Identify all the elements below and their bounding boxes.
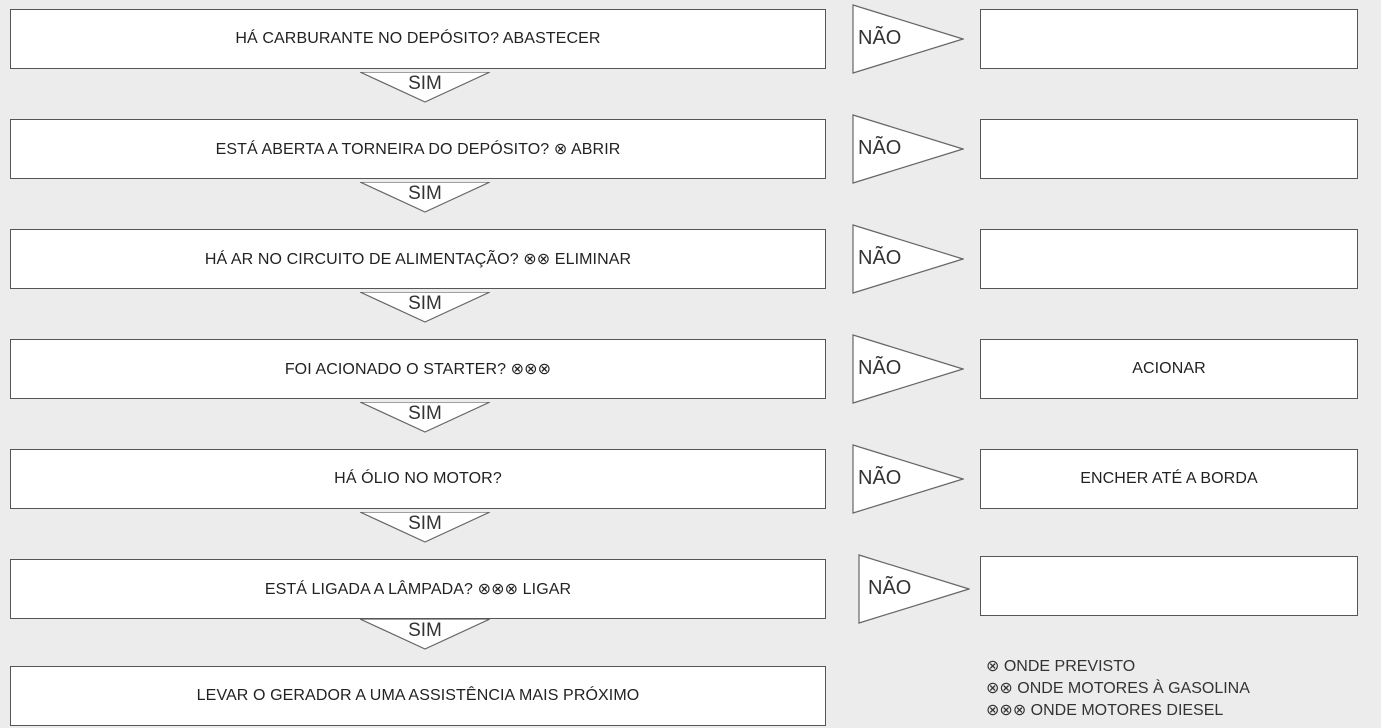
question-box-2 [10,119,826,179]
no-label: NÃO [858,137,902,159]
no-flag-3 [852,224,964,294]
action-box-4 [980,339,1358,399]
no-label: NÃO [858,27,902,49]
question-text: FOI ACIONADO O STARTER? ⊗⊗⊗ [284,361,552,378]
no-flag-4 [852,334,964,404]
question-text: ESTÁ ABERTA A TORNEIRA DO DEPÓSITO? ⊗ ABRIR [215,141,621,158]
yes-arrow-6 [360,619,490,651]
action-box-5 [980,449,1358,509]
question-box-5 [10,449,826,509]
yes-label: SIM [408,183,442,204]
action-text: ACIONAR [1132,360,1206,377]
final-action-text: LEVAR O GERADOR A UMA ASSISTÊNCIA MAIS PRÓXIMO [196,687,640,704]
yes-label: SIM [408,620,442,641]
question-text: HÁ AR NO CIRCUITO DE ALIMENTAÇÃO? ⊗⊗ ELIMINAR [204,251,632,268]
action-box-3 [980,229,1358,289]
yes-arrow-3 [360,292,490,324]
legend-item: ⊗⊗ ONDE MOTORES À GASOLINA [986,680,1250,697]
question-box-4 [10,339,826,399]
question-box-3 [10,229,826,289]
legend [986,656,1250,722]
question-box-1 [10,9,826,69]
no-label: NÃO [858,357,902,379]
yes-arrow-5 [360,512,490,544]
question-text: HÁ ÓLIO NO MOTOR? [334,470,502,487]
yes-arrow-4 [360,402,490,434]
no-label: NÃO [858,247,902,269]
question-text: HÁ CARBURANTE NO DEPÓSITO? ABASTECER [235,30,601,47]
action-box-2 [980,119,1358,179]
yes-label: SIM [408,293,442,314]
action-box-6 [980,556,1358,616]
question-text: ESTÁ LIGADA A LÂMPADA? ⊗⊗⊗ LIGAR [264,581,572,598]
legend-item: ⊗⊗⊗ ONDE MOTORES DIESEL [986,702,1224,719]
final-action-box [10,666,826,726]
action-box-1 [980,9,1358,69]
yes-arrow-1 [360,72,490,104]
no-flag-1 [852,4,964,74]
yes-label: SIM [408,73,442,94]
yes-label: SIM [408,513,442,534]
question-box-6 [10,559,826,619]
action-text: ENCHER ATÉ A BORDA [1080,470,1258,487]
no-label: NÃO [868,577,912,599]
no-label: NÃO [858,467,902,489]
no-flag-2 [852,114,964,184]
no-flag-5 [852,444,964,514]
yes-label: SIM [408,403,442,424]
yes-arrow-2 [360,182,490,214]
no-flag-6 [858,554,970,624]
legend-item: ⊗ ONDE PREVISTO [986,658,1136,675]
